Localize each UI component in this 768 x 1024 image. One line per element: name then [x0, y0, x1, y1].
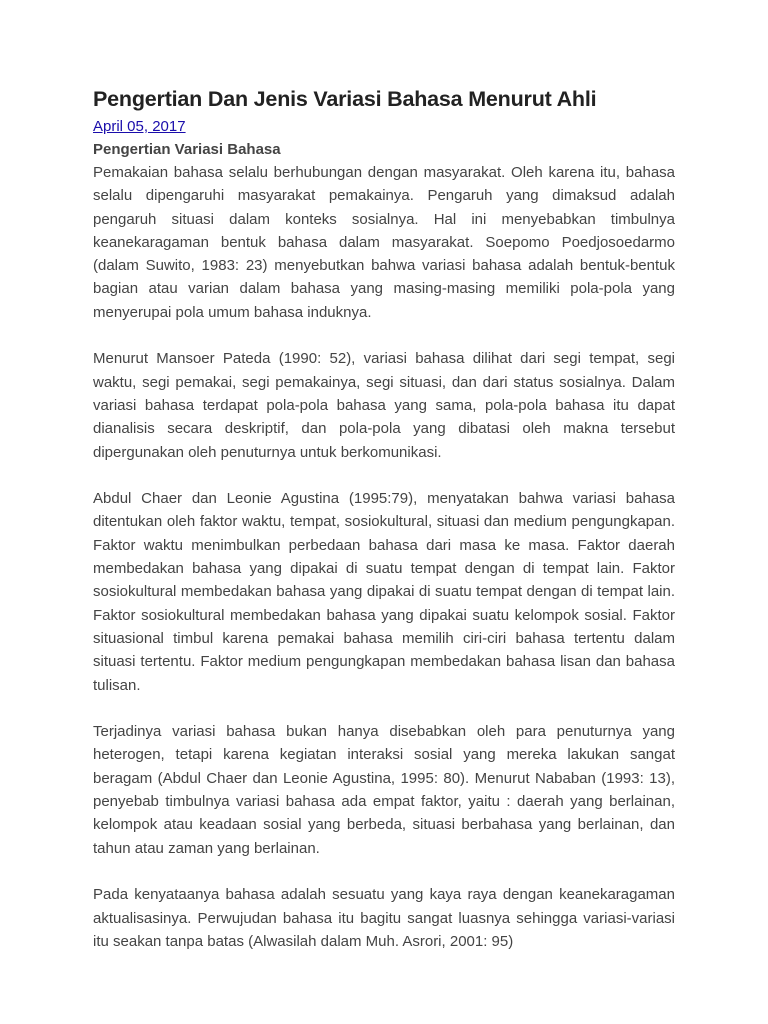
- paragraph-1: Pemakaian bahasa selalu berhubungan dengan masyarakat. Oleh karena itu, bahasa selalu dipengaruhi masyarakat pemakainya. Pengaruh yang dimaksud adalah pengaruh situasi dalam konteks sosialnya. Hal ini menyebabkan timbulnya keanekaragaman bentuk bahasa dalam masyarakat. Soepomo Poedjosoedarmo (dalam Suwito, 1983: 23) menyebutkan bahwa variasi bahasa adalah bentuk-bentuk bagian atau varian dalam bahasa yang masing-masing memiliki pola-pola yang menyerupai pola umum bahasa induknya.: [93, 164, 675, 321]
- paragraph-2: Menurut Mansoer Pateda (1990: 52), variasi bahasa dilihat dari segi tempat, segi waktu, segi pemakai, segi pemakainya, segi situasi, dan dari status sosialnya. Dalam variasi bahasa terdapat pola-pola bahasa yang sama, pola-pola bahasa itu dapat dianalisis secara deskriptif, dan pola-pola yang dibatasi oleh makna tersebut dipergunakan oleh penuturnya untuk berkomunikasi.: [93, 350, 675, 461]
- article: [93, 84, 675, 953]
- post-date-link[interactable]: April 05, 2017: [93, 118, 186, 135]
- paragraph-5: Pada kenyataanya bahasa adalah sesuatu yang kaya raya dengan keanekaragaman aktualisasinya. Perwujudan bahasa itu bagitu sangat luasnya sehingga variasi-variasi itu seakan tanpa batas (Alwasilah dalam Muh. Asrori, 2001: 95): [93, 886, 675, 950]
- paragraph-3: Abdul Chaer dan Leonie Agustina (1995:79), menyatakan bahwa variasi bahasa ditentukan oleh faktor waktu, tempat, sosiokultural, situasi dan medium pengungkapan. Faktor waktu menimbulkan perbedaan bahasa dari masa ke masa. Faktor daerah membedakan bahasa yang dipakai di suatu tempat dengan di tempat lain. Faktor sosiokultural membedakan bahasa yang dipakai di suatu tempat dengan di tempat lain. Faktor sosiokultural membedakan bahasa yang dipakai suatu kelompok sosial. Faktor situasional timbul karena pemakai bahasa memilih ciri-ciri bahasa tertentu dalam situasi tertentu. Faktor medium pengungkapan membedakan bahasa lisan dan bahasa tulisan.: [93, 490, 675, 694]
- paragraph-4: Terjadinya variasi bahasa bukan hanya disebabkan oleh para penuturnya yang heterogen, tetapi karena kegiatan interaksi sosial yang mereka lakukan sangat beragam (Abdul Chaer dan Leonie Agustina, 1995: 80). Menurut Nababan (1993: 13), penyebab timbulnya variasi bahasa ada empat faktor, yaitu : daerah yang berlainan, kelompok atau keadaan sosial yang berbeda, situasi berbahasa yang berlainan, dan tahun atau zaman yang berlainan.: [93, 723, 675, 857]
- section-heading: Pengertian Variasi Bahasa: [93, 141, 281, 158]
- article-body: [93, 161, 675, 953]
- article-title: Pengertian Dan Jenis Variasi Bahasa Menurut Ahli: [93, 87, 597, 111]
